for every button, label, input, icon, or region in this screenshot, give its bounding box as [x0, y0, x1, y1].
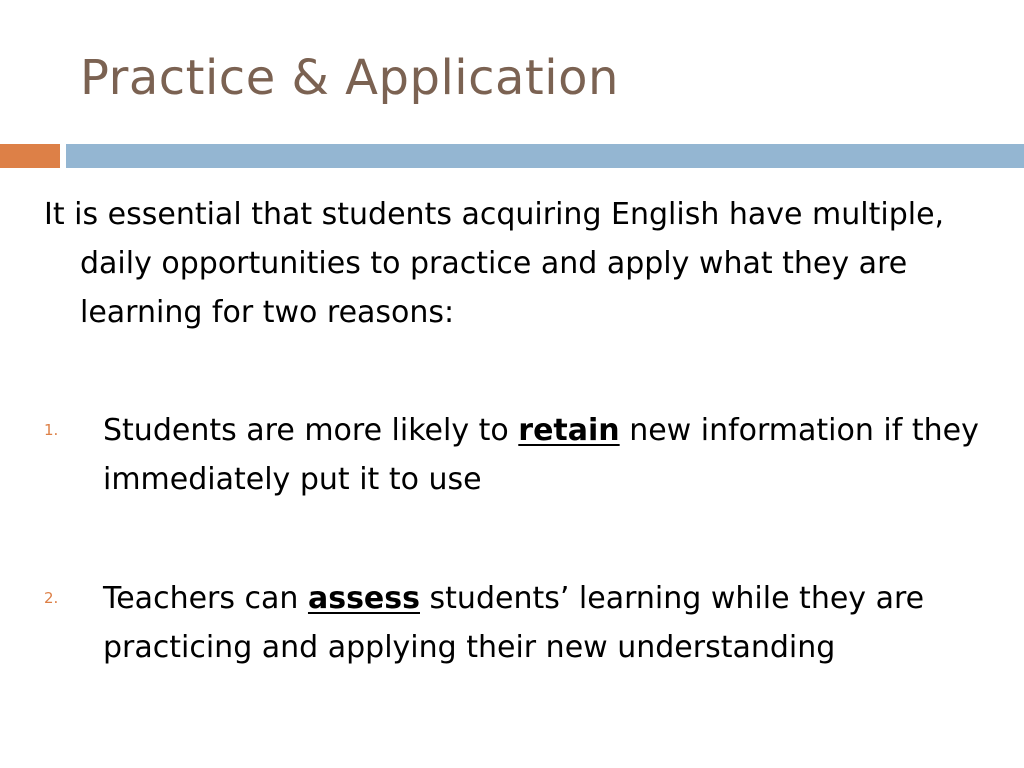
emphasis-word: assess: [307, 581, 420, 616]
accent-bar-orange: [0, 144, 60, 168]
list-item-text-before: Students are more likely to: [103, 413, 519, 448]
accent-bar-blue: [66, 144, 1024, 168]
list-item-text-after: students’ learning while they are practicing and applying their new understanding: [103, 581, 925, 665]
slide-title: Practice & Application: [80, 50, 619, 106]
list-number: 1.: [44, 421, 59, 439]
list-item-text: [103, 574, 983, 672]
list-number: 2.: [44, 589, 59, 607]
emphasis-word: retain: [518, 413, 620, 448]
list-item-text: [103, 406, 983, 504]
list-item-text-before: Teachers can: [103, 581, 308, 616]
list-item-text-after: new information if they immediately put it to use: [103, 413, 979, 497]
intro-paragraph: It is essential that students acquiring English have multiple, daily opportunities to practice and apply what they are learning for two reasons:: [44, 197, 945, 330]
